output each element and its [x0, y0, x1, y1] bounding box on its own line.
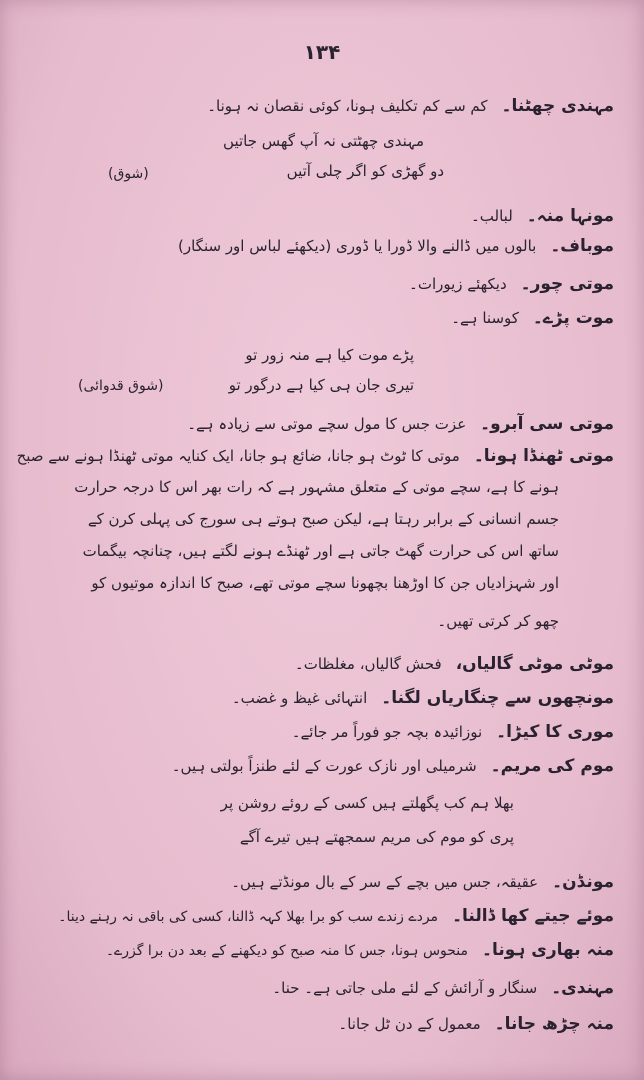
- definition-line: ہونے کا ہے، سچے موتی کے متعلق مشہور ہے کہ رات بھر اس کا درجہ حرارت: [74, 478, 559, 496]
- definition: عقیقہ، جس میں بچے کے سر کے بال مونڈتے ہیں۔: [231, 873, 539, 891]
- entry-row: [17, 446, 614, 467]
- entry-row: [172, 756, 614, 777]
- definition: شرمیلی اور نازک عورت کے لئے طنزاً بولتی ہیں۔: [171, 757, 477, 775]
- definition: نوزائیدہ بچہ جو فوراً مر جائے۔: [291, 723, 483, 741]
- definition-line: جسم انسانی کے برابر رہتا ہے، لیکن صبح ہوتے ہی سورج کی پہلی کرن کے: [87, 510, 559, 528]
- verse-line: مہندی چھٹتی نہ آپ گھس جاتیں: [223, 132, 424, 150]
- definition: لبالب۔: [471, 207, 513, 225]
- verse-line: دو گھڑی کو اگر چلی آتیں: [286, 162, 444, 180]
- verse-line: تیری جان ہی کیا ہے درگور تو: [228, 376, 414, 394]
- entry-row: [231, 872, 614, 893]
- entry-row: [106, 940, 614, 961]
- verse-line: پری کو موم کی مریم سمجھتے ہیں تیرے آگے: [239, 828, 514, 846]
- entry-row: [207, 96, 614, 117]
- definition: مردے زندے سب کو برا بھلا کہہ ڈالنا، کسی کی باقی نہ رہنے دینا۔: [58, 909, 439, 925]
- entry-row: [471, 206, 614, 227]
- headword: موتی ٹھنڈا ہونا۔: [473, 446, 614, 466]
- definition: دیکھئے زیورات۔: [409, 275, 507, 293]
- entry-row: [178, 236, 614, 257]
- entry-row: [451, 308, 614, 329]
- headword: منہ چڑھ جانا۔: [494, 1014, 614, 1034]
- definition: منحوس ہونا، جس کا منہ صبح کو دیکھنے کے بعد دن برا گزرے۔: [105, 943, 469, 959]
- headword: مونچھوں سے چنگاریاں لگنا۔: [381, 688, 614, 708]
- headword: مہندی چھٹنا۔: [501, 96, 614, 116]
- definition: کوسنا ہے۔: [451, 309, 519, 327]
- definition-line: موتی کا ٹوٹ ہو جانا، ضائع ہو جانا، ایک کنایہ موتی ٹھنڈا ہونے سے صبح: [16, 447, 460, 465]
- headword: موتی چور۔: [520, 274, 614, 294]
- entry-row: [187, 414, 614, 435]
- poet-source: (شوق): [108, 166, 149, 182]
- definition: انتہائی غیظ و غضب۔: [231, 689, 368, 707]
- headword: مونہا منہ۔: [526, 206, 614, 226]
- headword: مہندی۔: [551, 978, 614, 998]
- verse-line: پڑے موت کیا ہے منہ زور تو: [245, 346, 414, 364]
- definition-line: اور شہزادیاں جن کا اوڑھنا بچھونا سچے موتی تھے، صبح کا اندازہ موتیوں کو: [91, 574, 559, 592]
- headword: منہ بھاری ہونا۔: [482, 940, 614, 960]
- entry-row: [295, 654, 614, 675]
- headword: موم کی مریم۔: [490, 756, 614, 776]
- definition-line: ساتھ اس کی حرارت گھٹ جاتی ہے اور ٹھنڈے ہونے لگتے ہیں، چنانچہ بیگمات: [82, 542, 559, 560]
- page-number: ۱۳۴: [303, 40, 341, 64]
- definition-line: چھو کر کرتی تھیں۔: [437, 612, 559, 630]
- headword: موت پڑے۔: [532, 308, 614, 328]
- entry-row: [58, 906, 614, 927]
- definition: عزت جس کا مول سچے موتی سے زیادہ ہے۔: [187, 415, 467, 433]
- headword: موٹی موٹی گالیاں،: [455, 654, 614, 674]
- headword: موباف۔: [550, 236, 614, 256]
- entry-row: [232, 688, 614, 709]
- entry-row: [338, 1014, 614, 1035]
- verse-line: بھلا ہم کب پگھلتے ہیں کسی کے روئے روشن پر: [220, 794, 514, 812]
- definition: معمول کے دن ٹل جانا۔: [338, 1015, 481, 1033]
- headword: مونڈن۔: [552, 872, 614, 892]
- entry-row: [292, 722, 614, 743]
- entry-row: [272, 978, 614, 999]
- definition: بالوں میں ڈالنے والا ڈورا یا ڈوری (دیکھئے لباس اور سنگار): [178, 237, 537, 255]
- headword: موری کا کیڑا۔: [496, 722, 614, 742]
- entry-row: [409, 274, 614, 295]
- headword: موئے جیتے کھا ڈالنا۔: [452, 906, 614, 926]
- definition: کم سے کم تکلیف ہونا، کوئی نقصان نہ ہونا۔: [207, 97, 488, 115]
- poet-source: (شوق قدوائی): [78, 378, 164, 394]
- definition: فحش گالیاں، مغلظات۔: [294, 655, 442, 673]
- headword: موتی سی آبرو۔: [480, 414, 614, 434]
- definition: سنگار و آرائش کے لئے ملی جاتی ہے۔ حنا۔: [272, 979, 538, 997]
